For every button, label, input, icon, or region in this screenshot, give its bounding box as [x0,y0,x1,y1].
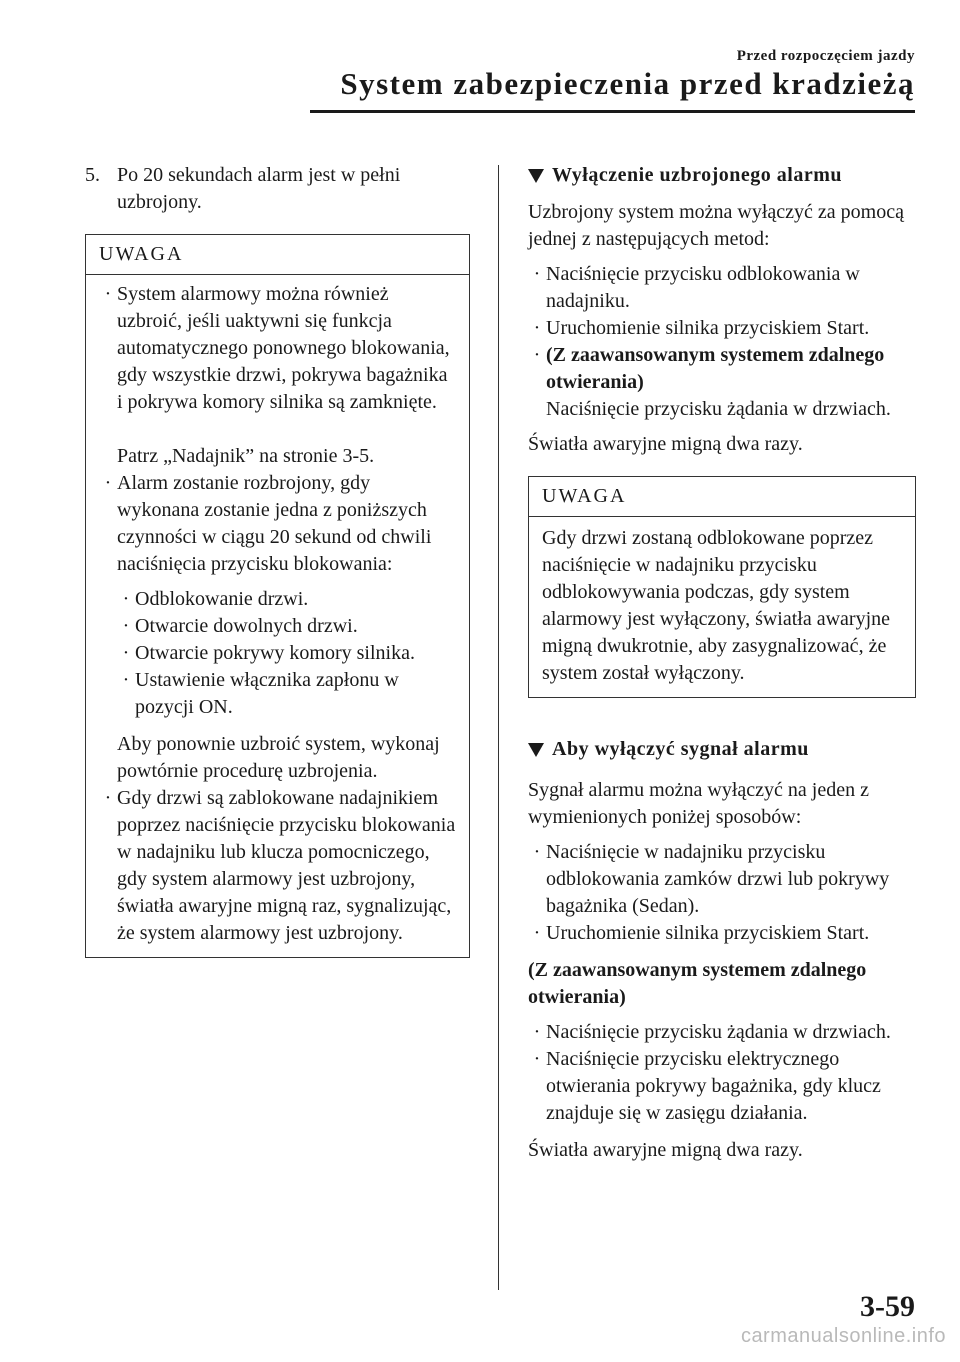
subheading: (Z zaawansowanym systemem zdalnego otwierania) [528,959,867,1008]
note-text: System alarmowy można również uzbroić, jeśli uaktywni się funkcja automatycznego ponownego blokowania, gdy wszystkie drzwi, pokrywa bagażnika i pokrywa komory silnika są zamknięte. [117,283,450,413]
left-column [85,162,470,958]
note-text: Gdy drzwi są zablokowane nadajnikiem poprzez naciśnięcie przycisku blokowania w nadajniku lub klucza pomocniczego, gdy system alarmowy jest uzbrojony, światła awaryjne migną raz, sygnalizując, że system alarmowy jest uzbrojony. [117,787,456,944]
list-item [528,342,916,423]
column-divider [498,165,499,1290]
list-item [528,920,916,947]
bullet-icon: · [533,1021,541,1043]
list-item-bold-text: (Z zaawansowanym systemem zdalnego otwierania) [546,344,885,393]
heading-text: Aby wyłączyć sygnał alarmu [552,738,809,760]
list-item-text: Naciśnięcie przycisku odblokowania w nadajniku. [546,263,860,312]
list-item [528,315,916,342]
note-box [85,234,470,958]
section-heading [528,162,916,189]
list-item [117,586,456,613]
list-item-text: Naciśnięcie przycisku żądania w drzwiach. [546,398,891,420]
step-5 [85,162,470,216]
watermark: carmanualsonline.info [740,1325,946,1347]
page-number: 3-59 [860,1290,915,1323]
list-item-text: Naciśnięcie przycisku elektrycznego otwierania pokrywy bagażnika, gdy klucz znajduje się w zasięgu działania. [546,1048,881,1124]
list-item [99,281,456,470]
bullet-icon: · [104,787,112,809]
step-text: Po 20 sekundach alarm jest w pełni uzbrojony. [117,164,401,213]
bullet-icon: · [533,922,541,944]
bullet-icon: · [104,283,112,305]
list-item-text: Uruchomienie silnika przyciskiem Start. [546,922,870,944]
paragraph: Uzbrojony system można wyłączyć za pomocą jednej z następujących metod: [528,201,904,250]
note-text: Alarm zostanie rozbrojony, gdy wykonana zostanie jedna z poniższych czynności w ciągu 20 sekund od chwili naciśnięcia przycisku blokowania: [117,472,432,575]
list-item [99,470,456,578]
bullet-icon: · [122,642,130,664]
bullet-icon: · [533,317,541,339]
sub-item-text: Otwarcie dowolnych drzwi. [135,615,358,637]
step-number: 5. [85,164,100,186]
method-list [528,261,916,423]
paragraph: Sygnał alarmu można wyłączyć na jeden z wymienionych poniżej sposobów: [528,779,869,828]
list-item-text: Uruchomienie silnika przyciskiem Start. [546,317,870,339]
bullet-icon: · [122,588,130,610]
note-body [86,275,469,957]
section-heading [528,736,916,763]
method-list [528,839,916,947]
bullet-icon: · [533,1048,541,1070]
note-text: Aby ponownie uzbroić system, wykonaj powtórnie procedurę uzbrojenia. [117,733,440,782]
sub-list [99,586,456,721]
triangle-marker-icon [528,169,544,183]
heading-text: Wyłączenie uzbrojonego alarmu [552,164,843,186]
list-item [99,785,456,947]
right-column [528,162,916,1164]
header-rule [310,110,915,113]
triangle-marker-icon [528,743,544,757]
bullet-icon: · [122,669,130,691]
note-text: Gdy drzwi zostaną odblokowane poprzez naciśnięcie w nadajniku przycisku odblokowywania podczas, gdy system alarmowy jest wyłączony, światła awaryjne migną dwukrotnie, aby zasygnalizować, że system został wyłączony. [542,527,891,684]
sub-item-text: Otwarcie pokrywy komory silnika. [135,642,415,664]
list-item [528,261,916,315]
list-item [528,1046,916,1127]
list-item-text: Naciśnięcie w nadajniku przycisku odblokowania zamków drzwi lub pokrywy bagażnika (Sedan). [546,841,890,917]
bullet-icon: · [533,841,541,863]
list-item [528,1019,916,1046]
bullet-icon: · [122,615,130,637]
section-label: Przed rozpoczęciem jazdy [736,48,915,64]
note-title: UWAGA [86,235,469,275]
page-title: System zabezpieczenia przed kradzieżą [340,66,915,101]
note-box [528,476,916,698]
note-title: UWAGA [529,477,915,517]
list-item-text: Naciśnięcie przycisku żądania w drzwiach. [546,1021,891,1043]
paragraph: Światła awaryjne migną dwa razy. [528,1139,803,1161]
paragraph: Światła awaryjne migną dwa razy. [528,433,803,455]
sub-item-text: Odblokowanie drzwi. [135,588,309,610]
bullet-icon: · [533,344,541,366]
method-list [528,1019,916,1127]
bullet-icon: · [104,472,112,494]
bullet-icon: · [533,263,541,285]
list-item [117,667,456,721]
sub-item-text: Ustawienie włącznika zapłonu w pozycji ON. [135,669,399,718]
list-item [528,839,916,920]
list-item [117,640,456,667]
list-item [117,613,456,640]
cross-reference: Patrz „Nadajnik” na stronie 3-5. [117,445,375,467]
